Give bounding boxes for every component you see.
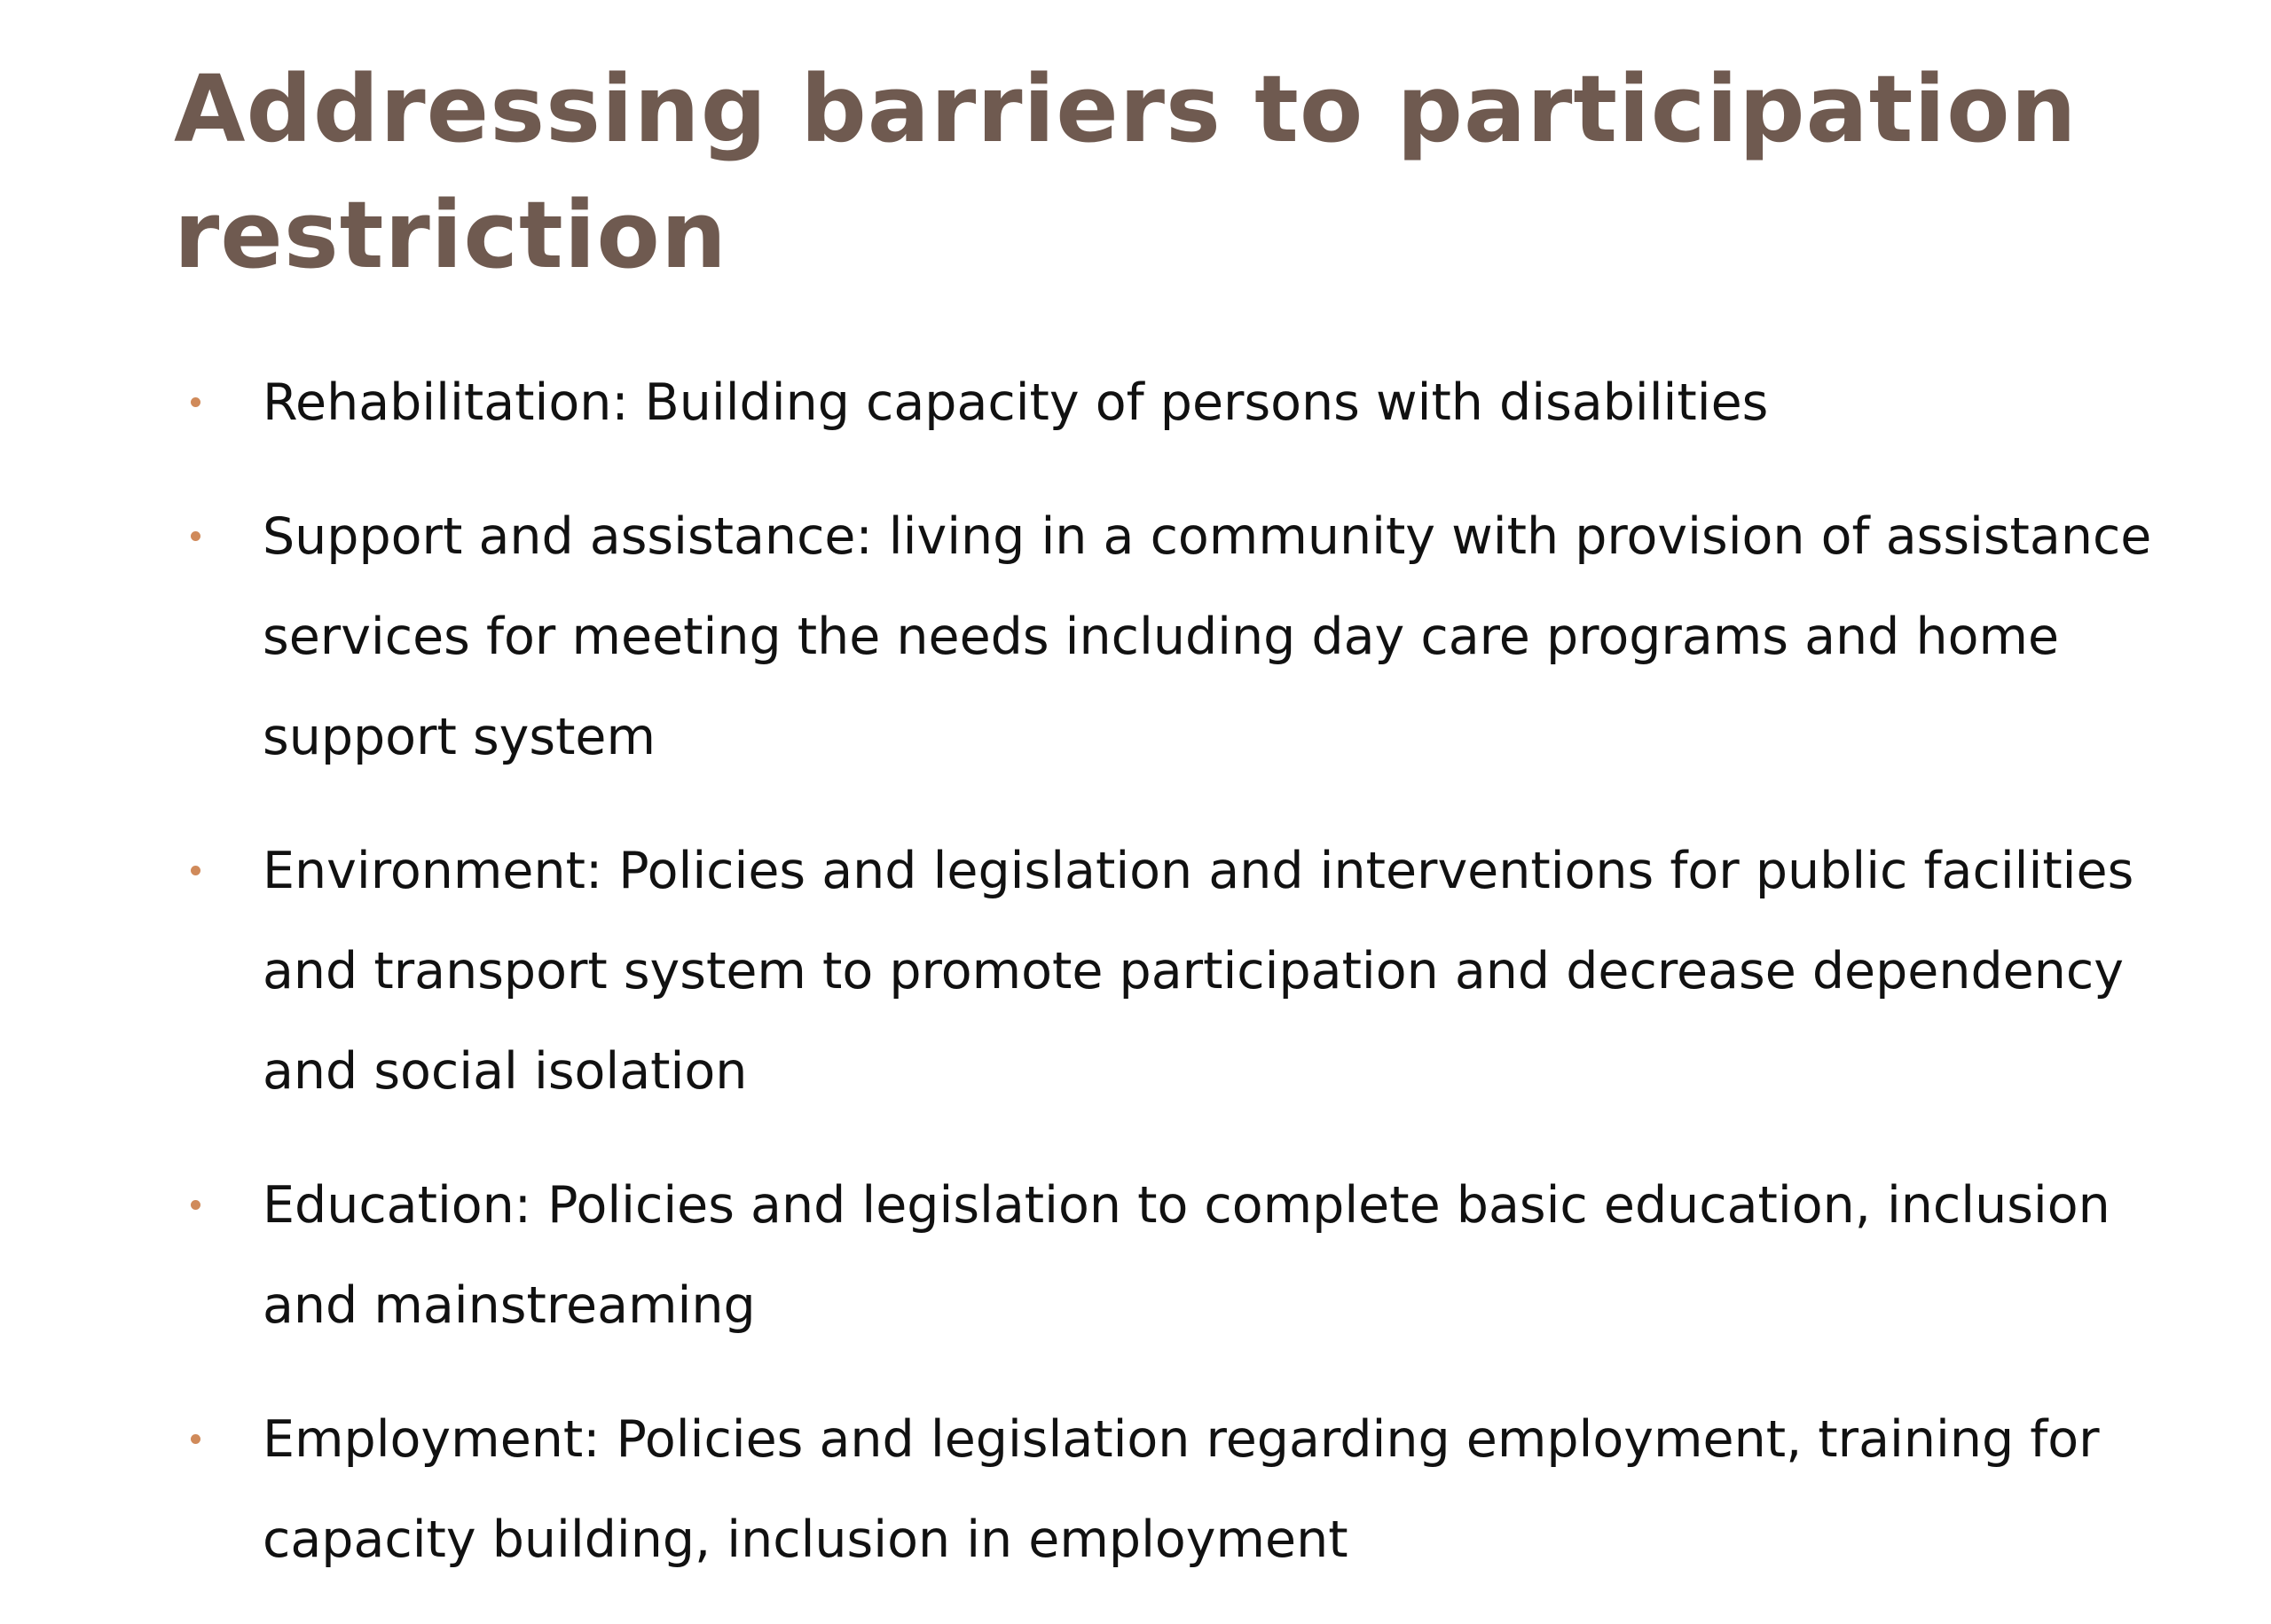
bullet-text: Support and assistance: living in a community with provision of assistance services for meeting the needs including day care programs and home support system [263, 507, 2152, 766]
bullet-dot-icon [191, 1200, 200, 1210]
bullet-dot-icon [191, 531, 200, 541]
bullet-text: Rehabilitation: Building capacity of persons with disabilities [263, 373, 1769, 432]
bullet-list [174, 353, 2161, 1624]
bullet-dot-icon [191, 866, 200, 875]
bullet-item-education [174, 1156, 2161, 1356]
bullet-item-rehabilitation [174, 353, 2161, 453]
bullet-item-employment [174, 1390, 2161, 1590]
bullet-text: Environment: Policies and legislation and interventions for public facilities and transport system to promote participation and decrease dependency and social isolation [263, 842, 2134, 1101]
slide-title: Addressing barriers to participation restriction [174, 55, 2078, 289]
bullet-item-support-and-assistance [174, 487, 2161, 788]
bullet-dot-icon [191, 1434, 200, 1444]
bullet-text: Education: Policies and legislation to complete basic education, inclusion and mainstreaming [263, 1176, 2110, 1335]
bullet-item-environment [174, 821, 2161, 1122]
bullet-dot-icon [191, 397, 200, 407]
bullet-text: Employment: Policies and legislation regarding employment, training for capacity building, inclusion in employment [263, 1410, 2100, 1569]
